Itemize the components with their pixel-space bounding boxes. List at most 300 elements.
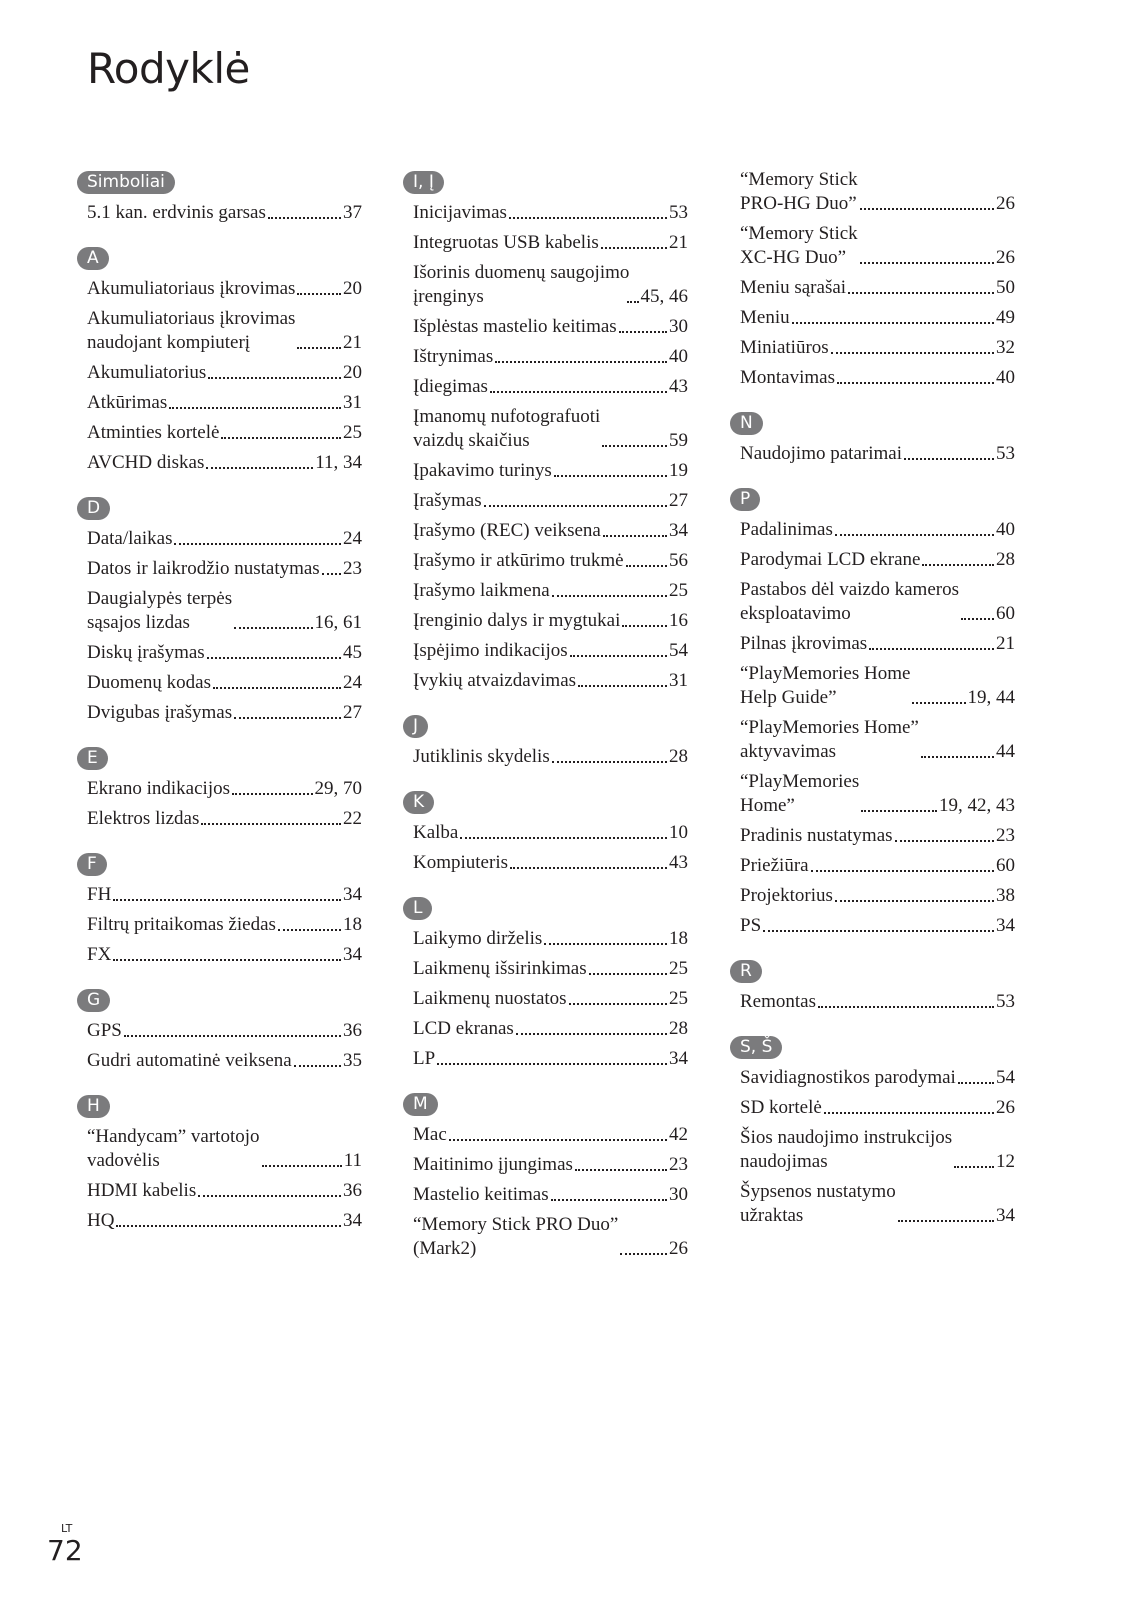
dot-leader <box>207 655 341 659</box>
index-entry-label-line: Laikmenų nuostatos <box>413 988 567 1009</box>
index-entry-label <box>87 201 266 225</box>
index-group <box>730 168 1015 390</box>
index-entry-pages: 18 <box>343 914 362 935</box>
index-group <box>730 944 1015 1014</box>
index-entry-pages: 31 <box>343 392 362 413</box>
dot-leader <box>921 754 994 758</box>
index-entry-label <box>740 336 829 360</box>
index-entry-label <box>413 639 568 663</box>
index-entry <box>740 1096 1015 1120</box>
index-entry <box>413 851 688 875</box>
section-letter-badge: J <box>403 715 428 738</box>
index-entry-label-line: Duomenų kodas <box>87 672 212 693</box>
index-entry-label <box>740 222 858 270</box>
index-entry-label-line: Atminties kortelė <box>87 422 220 443</box>
dot-leader <box>232 791 313 795</box>
index-column-1 <box>77 155 362 1239</box>
index-entry-label-line: Help Guide” <box>740 687 837 708</box>
dot-leader <box>922 562 994 566</box>
index-entry-pages: 53 <box>996 991 1015 1012</box>
index-entry-pages: 30 <box>669 316 688 337</box>
index-entry-label <box>413 315 617 339</box>
index-entry-label <box>87 913 276 937</box>
index-entry <box>87 527 362 551</box>
index-entry <box>413 669 688 693</box>
index-entry-label-line: Laikymo dirželis <box>413 928 543 949</box>
dot-leader <box>294 1063 341 1067</box>
dot-leader <box>552 593 667 597</box>
index-entry-label <box>87 527 172 551</box>
index-entry-label-line: Įrašymo laikmena <box>413 580 550 601</box>
index-entry-list <box>403 927 688 1071</box>
index-entry-label-line: Pilnas įkrovimas <box>740 633 868 654</box>
dot-leader <box>861 808 937 812</box>
index-entry <box>413 957 688 981</box>
dot-leader <box>627 299 639 303</box>
index-entry-pages: 34 <box>343 944 362 965</box>
index-entry <box>740 914 1015 938</box>
index-entry-label-line: Įmanomų nufotografuoti <box>413 406 601 427</box>
index-entry-label <box>413 1047 435 1071</box>
index-entry-label-line: Išorinis duomenų saugojimo <box>413 262 630 283</box>
index-entry <box>740 1180 1015 1228</box>
index-entry-label-line: įrenginys <box>413 286 484 307</box>
index-entry-label-line: PS <box>740 915 762 936</box>
index-entry <box>413 405 688 453</box>
index-entry-label <box>413 405 600 453</box>
index-group <box>77 481 362 725</box>
dot-leader <box>578 683 667 687</box>
dot-leader <box>206 465 313 469</box>
index-entry <box>740 518 1015 542</box>
index-entry-label <box>87 277 295 301</box>
index-entry-label-line: Pradinis nustatymas <box>740 825 893 846</box>
index-entry <box>413 1213 688 1261</box>
index-entry-pages: 25 <box>343 422 362 443</box>
index-entry-label <box>740 824 893 848</box>
index-entry-label-line: GPS <box>87 1020 122 1041</box>
index-entry <box>413 375 688 399</box>
index-entry-pages: 19, 44 <box>967 687 1015 708</box>
index-entry-pages: 16 <box>669 610 688 631</box>
index-entry-pages: 22 <box>343 808 362 829</box>
index-entry-label-line: Kalba <box>413 822 459 843</box>
index-entry-label-line: “Memory Stick <box>740 169 858 190</box>
index-entry-label <box>413 987 567 1011</box>
index-entry-pages: 19 <box>669 460 688 481</box>
index-entry-pages: 42 <box>669 1124 688 1145</box>
index-entry-label <box>413 851 508 875</box>
index-entry <box>740 632 1015 656</box>
index-entry <box>740 578 1015 626</box>
index-entry-pages: 38 <box>996 885 1015 906</box>
index-entry-label <box>87 641 205 665</box>
index-entry-pages: 23 <box>669 1154 688 1175</box>
section-letter-badge: G <box>77 989 110 1012</box>
index-entry-label-line: Jutiklinis skydelis <box>413 746 550 767</box>
dot-leader <box>449 1137 667 1141</box>
index-entry <box>740 222 1015 270</box>
index-entry-label <box>87 391 167 415</box>
index-entry-label <box>87 943 111 967</box>
dot-leader <box>509 215 667 219</box>
dot-leader <box>262 1163 342 1167</box>
dot-leader <box>619 329 667 333</box>
index-entry-pages: 53 <box>996 443 1015 464</box>
index-entry-label-line: SD kortelė <box>740 1097 822 1118</box>
dot-leader <box>620 1251 667 1255</box>
index-entry <box>740 336 1015 360</box>
index-entry-label-line: Laikmenų išsirinkimas <box>413 958 587 979</box>
index-entry-label <box>87 587 232 635</box>
index-entry <box>740 548 1015 572</box>
index-entry-list <box>77 1125 362 1233</box>
dot-leader <box>124 1033 341 1037</box>
dot-leader <box>169 405 341 409</box>
index-entry-pages: 43 <box>669 852 688 873</box>
index-group <box>77 731 362 831</box>
dot-leader <box>554 473 667 477</box>
index-entry-label-line: Filtrų pritaikomas žiedas <box>87 914 276 935</box>
dot-leader <box>824 1110 994 1114</box>
index-entry-label <box>740 276 846 300</box>
dot-leader <box>437 1061 667 1065</box>
dot-leader <box>818 1004 994 1008</box>
dot-leader <box>589 971 667 975</box>
index-entry-label <box>413 957 587 981</box>
index-entry <box>413 927 688 951</box>
index-entry-pages: 27 <box>669 490 688 511</box>
index-entry-label-line: Mac <box>413 1124 447 1145</box>
index-entry-label <box>740 1126 952 1174</box>
index-entry-label-line: Atkūrimas <box>87 392 168 413</box>
index-group <box>403 881 688 1071</box>
index-entry <box>87 641 362 665</box>
index-entry-label <box>87 777 230 801</box>
index-entry-list <box>77 527 362 725</box>
dot-leader <box>322 571 341 575</box>
index-entry <box>87 671 362 695</box>
index-entry-label-line: Parodymai LCD ekrane <box>740 549 921 570</box>
index-entry <box>87 943 362 967</box>
index-entry-label <box>740 1096 822 1120</box>
index-entry-label <box>87 807 199 831</box>
index-entry <box>87 391 362 415</box>
index-entry <box>413 1047 688 1071</box>
index-entry <box>413 1017 688 1041</box>
index-entry-label <box>413 459 552 483</box>
index-entry-label <box>740 716 919 764</box>
index-entry-label-line: “PlayMemories <box>740 771 860 792</box>
section-letter-badge: K <box>403 791 434 814</box>
index-entry <box>740 366 1015 390</box>
index-entry <box>87 883 362 907</box>
index-entry-pages: 56 <box>669 550 688 571</box>
index-entry-label-line: Įrašymo (REC) veiksena <box>413 520 601 541</box>
dot-leader <box>234 625 312 629</box>
dot-leader <box>575 1167 667 1171</box>
section-letter-badge: N <box>730 412 763 435</box>
dot-leader <box>602 443 667 447</box>
index-entry-list <box>730 168 1015 390</box>
dot-leader <box>490 389 667 393</box>
index-entry <box>87 307 362 355</box>
index-entry-label <box>413 1153 573 1177</box>
index-entry-label <box>740 366 835 390</box>
index-entry <box>413 489 688 513</box>
index-entry-label-line: Naudojimo patarimai <box>740 443 902 464</box>
index-entry-label-line: Įpakavimo turinys <box>413 460 552 481</box>
index-entry-list <box>403 1123 688 1261</box>
index-entry-label <box>413 1123 447 1147</box>
index-entry-label-line: (Mark2) <box>413 1238 477 1259</box>
index-entry <box>413 261 688 309</box>
dot-leader <box>860 206 994 210</box>
index-entry-label <box>740 548 920 572</box>
index-group <box>403 775 688 875</box>
index-entry-label <box>740 662 910 710</box>
index-entry-label-line: Integruotas USB kabelis <box>413 232 599 253</box>
index-entry-label-line: Savidiagnostikos parodymai <box>740 1067 956 1088</box>
dot-leader <box>544 941 667 945</box>
index-entry-label <box>87 1125 260 1173</box>
index-entry-label-line: naudojant kompiuterį <box>87 332 251 353</box>
section-letter-badge: E <box>77 747 108 770</box>
index-entry-pages: 26 <box>996 247 1015 268</box>
index-entry-label-line: Ištrynimas <box>413 346 494 367</box>
index-entry-label-line: Data/laikas <box>87 528 173 549</box>
index-entry <box>87 587 362 635</box>
index-entry-pages: 43 <box>669 376 688 397</box>
index-entry <box>740 884 1015 908</box>
index-entry-list <box>730 518 1015 938</box>
index-entry-label-line: Akumuliatoriaus įkrovimas <box>87 308 296 329</box>
index-entry-label-line: aktyvavimas <box>740 741 837 762</box>
index-entry <box>413 231 688 255</box>
dot-leader <box>622 623 667 627</box>
index-entry-pages: 29, 70 <box>314 778 362 799</box>
dot-leader <box>221 435 341 439</box>
index-entry-pages: 49 <box>996 307 1015 328</box>
index-entry-label <box>413 1213 618 1261</box>
index-entry <box>87 421 362 445</box>
index-entry-label-line: AVCHD diskas <box>87 452 205 473</box>
index-entry-label-line: Išplėstas mastelio keitimas <box>413 316 617 337</box>
dot-leader <box>831 350 994 354</box>
index-entry <box>413 1123 688 1147</box>
dot-leader <box>603 533 667 537</box>
index-entry <box>87 701 362 725</box>
index-entry <box>740 168 1015 216</box>
index-entry-label-line: XC-HG Duo” <box>740 247 847 268</box>
index-entry-label <box>740 442 902 466</box>
index-entry-label-line: Maitinimo įjungimas <box>413 1154 573 1175</box>
index-group <box>730 1020 1015 1228</box>
index-entry-label <box>413 549 624 573</box>
index-entry-list <box>403 745 688 769</box>
index-entry-label <box>740 884 833 908</box>
section-letter-badge: D <box>77 497 110 520</box>
index-entry <box>413 459 688 483</box>
index-entry-pages: 10 <box>669 822 688 843</box>
dot-leader <box>792 320 994 324</box>
index-entry-pages: 19, 42, 43 <box>939 795 1015 816</box>
section-letter-badge: I, Į <box>403 171 444 194</box>
dot-leader <box>484 503 667 507</box>
index-entry-pages: 40 <box>996 367 1015 388</box>
index-entry-label <box>740 1066 956 1090</box>
index-entry-pages: 24 <box>343 672 362 693</box>
index-entry-label <box>87 307 295 355</box>
index-entry-label-line: Meniu sąrašai <box>740 277 847 298</box>
index-group <box>730 472 1015 938</box>
index-entry-pages: 54 <box>996 1067 1015 1088</box>
section-letter-badge: A <box>77 247 109 270</box>
index-entry <box>740 770 1015 818</box>
index-entry-pages: 28 <box>996 549 1015 570</box>
index-entry <box>413 745 688 769</box>
index-entry <box>87 1049 362 1073</box>
index-entry <box>87 557 362 581</box>
index-entry-label <box>413 1017 514 1041</box>
dot-leader <box>113 957 341 961</box>
index-entry-pages: 60 <box>996 603 1015 624</box>
dot-leader <box>570 653 667 657</box>
index-entry <box>413 639 688 663</box>
index-entry-pages: 34 <box>996 915 1015 936</box>
index-entry-pages: 16, 61 <box>314 612 362 633</box>
dot-leader <box>569 1001 667 1005</box>
index-entry-label-line: Elektros lizdas <box>87 808 200 829</box>
dot-leader <box>601 245 667 249</box>
index-entry <box>413 549 688 573</box>
index-entry-label <box>413 231 599 255</box>
dot-leader <box>895 838 994 842</box>
index-entry <box>413 609 688 633</box>
index-entry-label-line: Akumuliatoriaus įkrovimas <box>87 278 296 299</box>
section-letter-badge: S, Š <box>730 1036 782 1059</box>
index-entry-pages: 36 <box>343 1180 362 1201</box>
index-entry-pages: 59 <box>669 430 688 451</box>
index-entry-label <box>740 306 790 330</box>
page-title: Rodyklė <box>87 44 250 93</box>
index-entry <box>413 345 688 369</box>
index-entry-label <box>413 609 620 633</box>
index-entry-label <box>740 914 761 938</box>
index-entry-pages: 26 <box>996 1097 1015 1118</box>
index-entry-label <box>740 990 816 1014</box>
index-entry <box>740 1126 1015 1174</box>
dot-leader <box>904 456 994 460</box>
dot-leader <box>516 1031 667 1035</box>
index-group <box>403 1077 688 1261</box>
dot-leader <box>860 260 994 264</box>
index-group <box>77 837 362 967</box>
index-entry-label <box>413 489 482 513</box>
index-entry <box>740 662 1015 710</box>
index-entry-label-line: Gudri automatinė veiksena <box>87 1050 292 1071</box>
index-entry <box>413 201 688 225</box>
index-entry-label <box>87 421 219 445</box>
index-entry-label <box>740 770 859 818</box>
index-entry-label <box>87 1049 292 1073</box>
index-entry-pages: 23 <box>343 558 362 579</box>
index-entry-label-line: “Memory Stick PRO Duo” <box>413 1214 619 1235</box>
index-entry-label <box>413 821 458 845</box>
index-entry-label-line: FH <box>87 884 112 905</box>
index-group <box>403 155 688 693</box>
dot-leader <box>958 1080 994 1084</box>
index-entry-label-line: Ekrano indikacijos <box>87 778 230 799</box>
index-entry-label <box>740 854 809 878</box>
index-entry-pages: 25 <box>669 580 688 601</box>
index-entry-pages: 40 <box>669 346 688 367</box>
index-entry-list <box>403 821 688 875</box>
index-entry-pages: 36 <box>343 1020 362 1041</box>
index-entry <box>413 987 688 1011</box>
index-entry-pages: 26 <box>996 193 1015 214</box>
index-entry-pages: 25 <box>669 958 688 979</box>
dot-leader <box>626 563 667 567</box>
index-entry-label-line: “Memory Stick <box>740 223 858 244</box>
index-entry-label <box>413 519 601 543</box>
dot-leader <box>278 927 341 931</box>
index-entry <box>740 306 1015 330</box>
index-entry-label-line: vaizdų skaičius <box>413 430 530 451</box>
dot-leader <box>460 835 667 839</box>
dot-leader <box>198 1193 341 1197</box>
index-entry-label-line: Mastelio keitimas <box>413 1184 549 1205</box>
dot-leader <box>510 865 667 869</box>
index-entry-pages: 21 <box>343 332 362 353</box>
index-entry-label-line: Padalinimas <box>740 519 833 540</box>
index-entry-label <box>740 578 959 626</box>
index-entry-label <box>87 451 204 475</box>
dot-leader <box>495 359 667 363</box>
index-entry-pages: 18 <box>669 928 688 949</box>
index-entry-label-line: HQ <box>87 1210 115 1231</box>
index-entry-label-line: Dvigubas įrašymas <box>87 702 233 723</box>
index-entry <box>413 1183 688 1207</box>
index-entry-pages: 34 <box>669 1048 688 1069</box>
index-entry <box>740 716 1015 764</box>
dot-leader <box>763 928 994 932</box>
index-entry-label-line: Home” <box>740 795 795 816</box>
index-entry-label <box>87 701 232 725</box>
index-entry-label <box>413 927 542 951</box>
index-entry <box>87 277 362 301</box>
index-entry-list <box>77 883 362 967</box>
index-entry-label-line: Pastabos dėl vaizdo kameros <box>740 579 959 600</box>
index-entry-label <box>413 261 630 309</box>
index-entry-label-line: FX <box>87 944 112 965</box>
index-entry-pages: 27 <box>343 702 362 723</box>
index-entry-pages: 60 <box>996 855 1015 876</box>
index-entry-label-line: Kompiuteris <box>413 852 508 873</box>
language-code: LT <box>61 1522 73 1535</box>
index-entry <box>413 315 688 339</box>
index-entry-list <box>730 990 1015 1014</box>
index-entry-pages: 24 <box>343 528 362 549</box>
index-entry-label-line: Montavimas <box>740 367 835 388</box>
dot-leader <box>213 685 341 689</box>
dot-leader <box>552 759 667 763</box>
index-entry-label <box>87 671 211 695</box>
index-entry-label-line: Remontas <box>740 991 816 1012</box>
index-entry-label-line: Įspėjimo indikacijos <box>413 640 568 661</box>
index-entry-label <box>740 1180 896 1228</box>
index-entry-pages: 23 <box>996 825 1015 846</box>
